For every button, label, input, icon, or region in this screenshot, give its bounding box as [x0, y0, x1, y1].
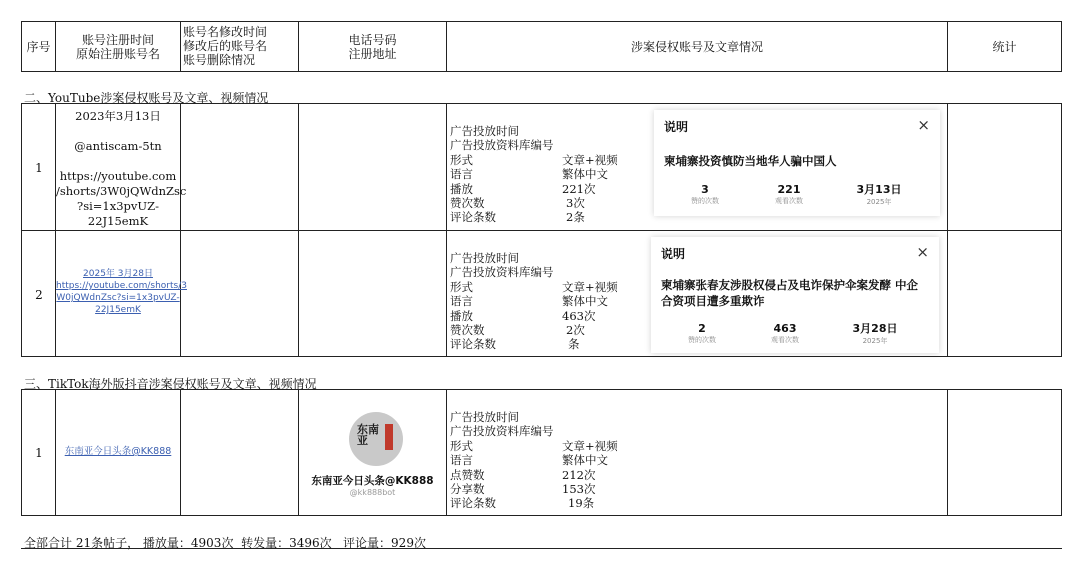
youtube-row1-info	[450, 124, 618, 225]
header-reg-col	[56, 33, 180, 61]
tiktok-account-link[interactable]: 东南亚今日头条@KK888	[64, 446, 172, 457]
likes-stat	[665, 183, 745, 206]
tiktok-row1-info	[450, 410, 618, 511]
views-stat	[745, 322, 825, 345]
header-reg-address: 注册地址	[348, 47, 397, 61]
youtube-row2-info	[450, 251, 618, 352]
like-label: 点赞数	[450, 467, 485, 482]
row-number: 2	[35, 288, 43, 302]
card-headline-line1: 柬埔寨张春友涉股权侵占及电诈保护伞案发酵 中企	[661, 278, 919, 292]
footer-rule	[21, 548, 1062, 549]
youtube-description-card	[651, 237, 939, 353]
summary-total: 全部合计 21条帖子， 播放量：4903次 转发量：3496次 评论量：929次	[24, 536, 426, 550]
date-value: 3月13日	[856, 183, 902, 196]
form-value: 文章+视频	[562, 279, 618, 294]
profile-name: 东南亚今日头条@KK888	[311, 475, 434, 487]
profile-avatar	[349, 412, 403, 466]
year-label: 2025年	[862, 337, 888, 345]
share-label: 分享数	[450, 481, 485, 496]
profile-handle: @kk888bot	[349, 488, 396, 497]
header-orig-account: 原始注册账号名	[75, 47, 160, 61]
ad-library-label: 广告投放资料库编号	[450, 265, 554, 280]
like-value: 2次	[566, 322, 585, 337]
account-url-line: 22J15emK	[87, 214, 149, 228]
likes-value: 2	[698, 322, 706, 335]
play-label: 播放	[450, 181, 473, 196]
youtube-row1-account-cell	[56, 109, 187, 229]
language-label: 语言	[450, 167, 473, 182]
header-mod-col	[183, 25, 267, 67]
header-mod-time: 账号名修改时间	[183, 25, 268, 39]
header-infringe: 涉案侵权账号及文章情况	[630, 40, 763, 54]
date-value: 3月28日	[852, 322, 898, 335]
like-value: 3次	[566, 195, 585, 210]
likes-value: 3	[701, 183, 709, 196]
row-number: 1	[35, 446, 43, 460]
like-value: 212次	[562, 467, 596, 482]
card-headline: 柬埔寨投资慎防当地华人骗中国人	[664, 154, 837, 168]
comment-value: 2条	[566, 210, 585, 225]
language-value: 繁体中文	[562, 294, 608, 309]
header-stats: 统计	[992, 40, 1017, 54]
form-label: 形式	[450, 438, 473, 453]
close-icon[interactable]: ×	[917, 116, 930, 134]
play-value: 463次	[562, 308, 596, 323]
views-value: 463	[773, 322, 797, 335]
ad-time-label: 广告投放时间	[450, 251, 519, 265]
form-label: 形式	[450, 152, 473, 167]
date-stat	[839, 181, 919, 207]
account-url-link[interactable]: W0jQWdnZsc?si=1x3pvUZ-	[56, 293, 180, 303]
youtube-description-card	[654, 110, 940, 216]
views-stat	[749, 183, 829, 206]
comment-label: 评论条数	[450, 210, 496, 225]
form-label: 形式	[450, 279, 473, 294]
language-label: 语言	[450, 453, 473, 468]
account-url-line: ?si=1x3pvUZ-	[77, 199, 159, 213]
likes-label: 赞的次数	[688, 336, 716, 344]
close-icon[interactable]: ×	[916, 243, 929, 261]
avatar-red-mark	[385, 424, 393, 450]
comment-value: 条	[568, 337, 580, 352]
ad-library-label: 广告投放资料库编号	[450, 424, 554, 439]
account-url-link[interactable]: https://youtube.com/shorts/3	[56, 281, 187, 291]
header-phone-col	[299, 33, 446, 61]
card-title: 说明	[661, 247, 686, 261]
views-label: 观看次数	[775, 197, 803, 205]
reg-date-link[interactable]: 2025年 3月28日	[83, 269, 153, 279]
avatar-logo-text: 东南亚	[357, 423, 379, 447]
row-number: 1	[35, 161, 43, 175]
header-delete-status: 账号删除情况	[183, 53, 256, 67]
like-label: 赞次数	[450, 195, 485, 210]
like-label: 赞次数	[450, 322, 485, 337]
youtube-row2-account-cell	[56, 268, 187, 316]
account-name: @antiscam-5tn	[74, 139, 162, 153]
language-value: 繁体中文	[562, 453, 608, 468]
tiktok-profile	[299, 400, 446, 510]
account-url-line: /shorts/3W0jQWdnZsc	[56, 184, 187, 198]
share-value: 153次	[562, 481, 596, 496]
reg-date: 2023年3月13日	[75, 109, 161, 123]
form-value: 文章+视频	[562, 438, 618, 453]
header-seq: 序号	[26, 40, 51, 54]
comment-label: 评论条数	[450, 337, 496, 352]
header-mod-name: 修改后的账号名	[183, 39, 268, 53]
card-headline	[661, 277, 918, 309]
views-label: 观看次数	[771, 336, 799, 344]
section-tiktok-title: 三、TikTok海外版抖音涉案侵权账号及文章、视频情况	[24, 377, 317, 391]
date-stat	[835, 320, 915, 346]
likes-label: 赞的次数	[691, 197, 719, 205]
year-label: 2025年	[866, 198, 892, 206]
account-url-link[interactable]: 22J15emK	[95, 305, 141, 315]
header-reg-time: 账号注册时间	[81, 33, 154, 47]
comment-value: 19条	[568, 496, 595, 511]
language-label: 语言	[450, 294, 473, 309]
form-value: 文章+视频	[562, 152, 618, 167]
section-youtube-title: 二、YouTube涉案侵权账号及文章、视频情况	[24, 91, 269, 105]
views-value: 221	[777, 183, 801, 196]
likes-stat	[662, 322, 742, 345]
language-value: 繁体中文	[562, 167, 608, 182]
play-label: 播放	[450, 308, 473, 323]
ad-time-label: 广告投放时间	[450, 124, 519, 138]
header-phone: 电话号码	[348, 33, 397, 47]
comment-label: 评论条数	[450, 496, 496, 511]
card-title: 说明	[664, 120, 689, 134]
ad-time-label: 广告投放时间	[450, 410, 519, 424]
play-value: 221次	[562, 181, 596, 196]
card-headline-line2: 合资项目遭多重欺诈	[661, 294, 765, 308]
ad-library-label: 广告投放资料库编号	[450, 138, 554, 153]
account-url-line: https://youtube.com	[59, 169, 177, 183]
